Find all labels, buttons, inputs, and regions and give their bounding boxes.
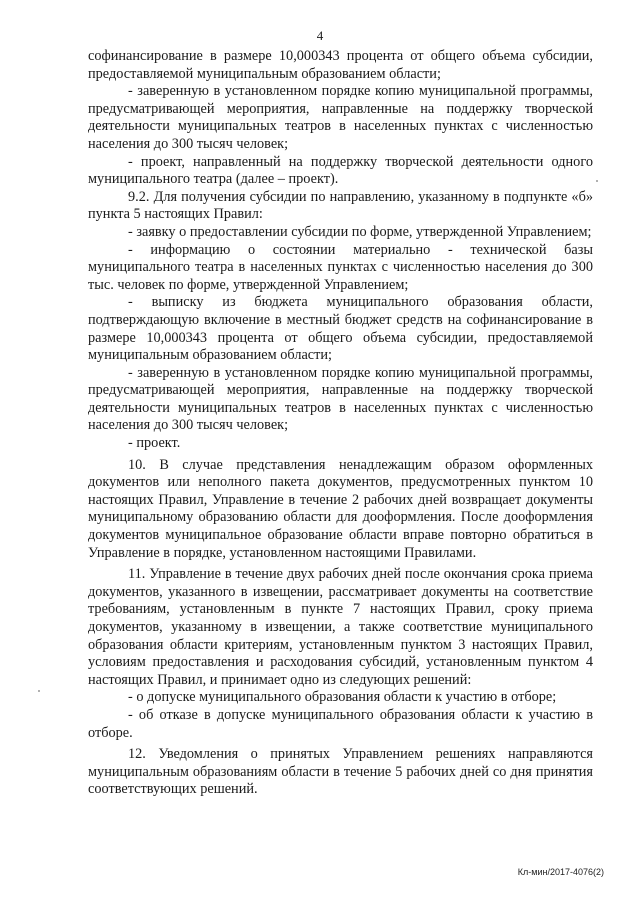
paragraph: 11. Управление в течение двух рабочих дней после окончания срока приема документов, указанного в извещении, рассматривает документы на соответствие требованиям, установленным в пункте 7 настоящих Правил, сроку приема документов, указанному в извещении, а также соответствие муниципального образования области критериям, установленным пунктом 3 настоящих Правил, условиям предоставления и расходования субсидий, установленным пунктом 4 настоящих Правил, и принимает одно из следующих решений: <box>88 566 593 688</box>
paragraph: - о допуске муниципального образования области к участию в отборе; <box>128 689 557 706</box>
paragraph: софинансирование в размере 10,000343 процента от общего объема субсидии, предоставляемой муниципальным образованием области; <box>88 48 593 82</box>
document-body <box>88 48 593 799</box>
paragraph: - проект. <box>128 435 181 452</box>
paragraph: - выписку из бюджета муниципального образования области, подтверждающую включение в местный бюджет средств на софинансирование в размере 10,000343 процента от общего объема субсидии, предоставляемой муниципальным образованием области; <box>88 294 593 364</box>
document-code: Кл-мин/2017-4076(2) <box>517 867 604 877</box>
scan-speck <box>38 690 40 692</box>
paragraph: - заверенную в установленном порядке копию муниципальной программы, предусматривающей мероприятия, направленные на поддержку творческой деятельности муниципальных театров в населенных пунктах с численностью населения до 300 тысяч человек; <box>88 364 593 434</box>
page-number: 4 <box>316 28 324 43</box>
paragraph: - заверенную в установленном порядке копию муниципальной программы, предусматривающей мероприятия, направленные на поддержку творческой деятельности муниципальных театров в населенных пунктах с численностью населения до 300 тысяч человек; <box>88 83 593 152</box>
paragraph: - заявку о предоставлении субсидии по форме, утвержденной Управлением; <box>128 223 592 240</box>
paragraph: - проект, направленный на поддержку творческой деятельности одного муниципального театра (далее – проект). <box>88 153 593 188</box>
paragraph: - об отказе в допуске муниципального образования области к участию в отборе. <box>88 706 593 741</box>
paragraph: 10. В случае представления ненадлежащим образом оформленных документов или неполного пакета документов, предусмотренных пунктом 10 настоящих Правил, Управление в течение 2 рабочих дней возвращает документы муниципальному образованию области для дооформления. После дооформления документов муниципальное образование области вправе повторно обратиться в Управление в порядке, установленном настоящими Правилами. <box>88 456 593 561</box>
paragraph: 12. Уведомления о принятых Управлением решениях направляются муниципальным образованиям области в течение 5 рабочих дней со дня принятия соответствующих решений. <box>88 746 593 798</box>
scan-speck <box>596 180 598 182</box>
paragraph: 9.2. Для получения субсидии по направлению, указанному в подпункте «б» пункта 5 настоящих Правил: <box>88 188 593 223</box>
paragraph: - информацию о состоянии материально - технической базы муниципального театра в населенных пунктах с численностью населения до 300 тыс. человек по форме, утвержденной Управлением; <box>88 241 593 293</box>
